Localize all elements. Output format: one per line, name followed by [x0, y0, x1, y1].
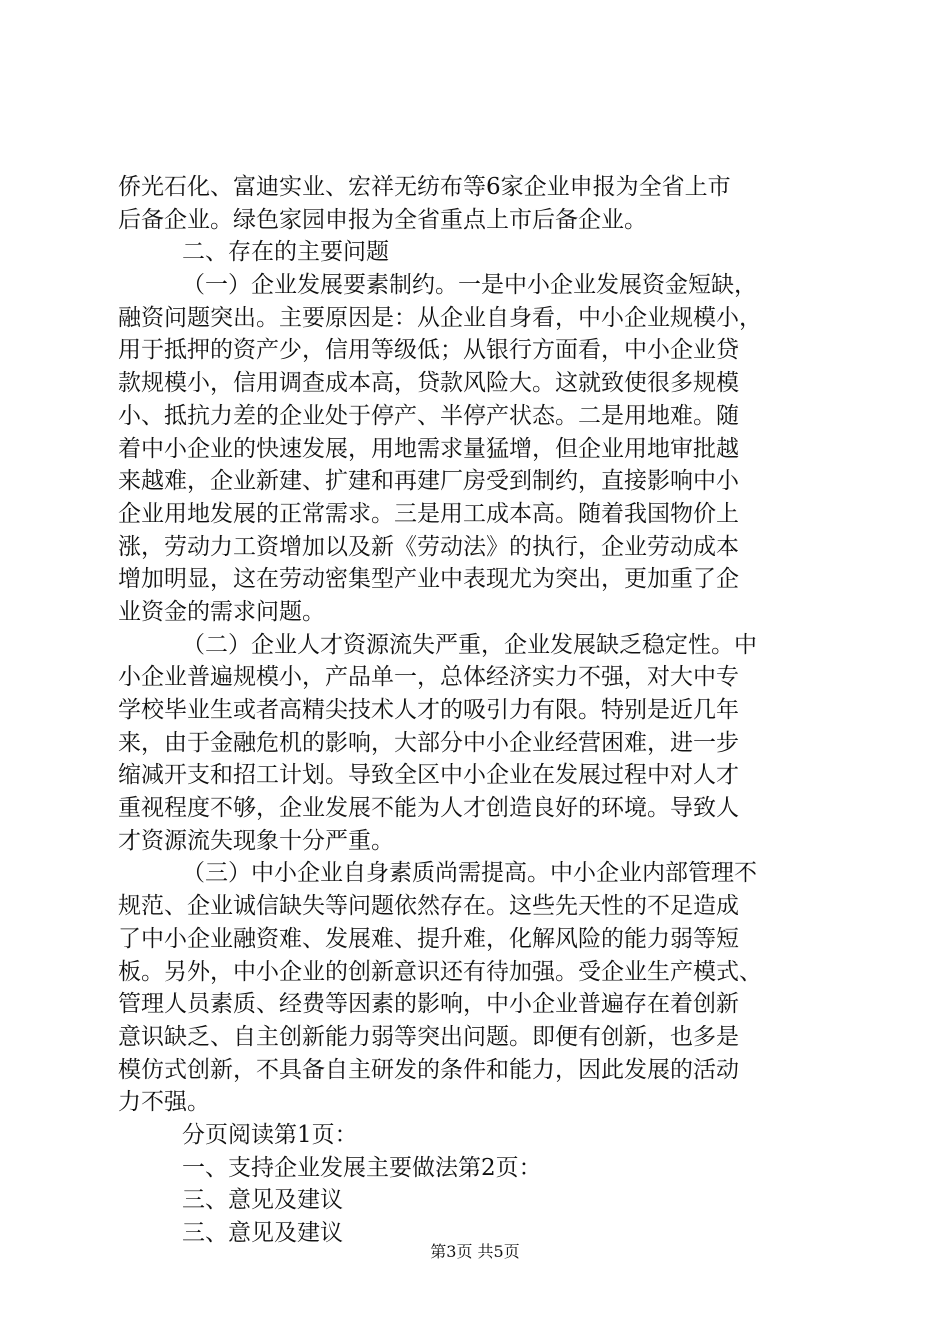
text-line: 板。另外，中小企业的创新意识还有待加强。受企业生产模式、 [118, 958, 762, 985]
text-line: 来越难，企业新建、扩建和再建厂房受到制约，直接影响中小 [118, 468, 739, 495]
text-line: 后备企业。绿色家园申报为全省重点上市后备企业。 [118, 206, 647, 233]
text-line: 二、存在的主要问题 [182, 239, 389, 266]
text-line: （三）中小企业自身素质尚需提高。中小企业内部管理不 [182, 860, 757, 887]
text-line: 模仿式创新，不具备自主研发的条件和能力，因此发展的活动 [118, 1056, 739, 1083]
text-line: 规范、企业诚信缺失等问题依然存在。这些先天性的不足造成 [118, 893, 739, 920]
text-line: 意识缺乏、自主创新能力弱等突出问题。即便有创新，也多是 [118, 1023, 739, 1050]
text-line: 管理人员素质、经费等因素的影响，中小企业普遍存在着创新 [118, 991, 739, 1018]
text-line: 才资源流失现象十分严重。 [118, 827, 394, 854]
text-line: 重视程度不够，企业发展不能为人才创造良好的环境。导致人 [118, 795, 739, 822]
text-line: 企业用地发展的正常需求。三是用工成本高。随着我国物价上 [118, 500, 739, 527]
text-line: 小企业普遍规模小，产品单一，总体经济实力不强，对大中专 [118, 664, 739, 691]
document-body [118, 171, 838, 1250]
text-line: 涨，劳动力工资增加以及新《劳动法》的执行，企业劳动成本 [118, 533, 739, 560]
text-line: 小、抵抗力差的企业处于停产、半停产状态。二是用地难。随 [118, 402, 739, 429]
text-line: 款规模小，信用调查成本高，贷款风险大。这就致使很多规模 [118, 370, 739, 397]
text-line: 用于抵押的资产少，信用等级低；从银行方面看，中小企业贷 [118, 337, 739, 364]
text-line: 缩减开支和招工计划。导致全区中小企业在发展过程中对人才 [118, 762, 739, 789]
text-line: 力不强。 [118, 1089, 210, 1116]
text-line: 了中小企业融资难、发展难、提升难，化解风险的能力弱等短 [118, 925, 739, 952]
text-line: 分页阅读第1页： [182, 1121, 358, 1148]
text-line: 融资问题突出。主要原因是：从企业自身看，中小企业规模小， [118, 304, 762, 331]
text-line: 业资金的需求问题。 [118, 598, 325, 625]
text-line: （一）企业发展要素制约。一是中小企业发展资金短缺， [182, 272, 757, 299]
text-line: 着中小企业的快速发展，用地需求量猛增，但企业用地审批越 [118, 435, 739, 462]
text-line: 三、意见及建议 [182, 1187, 343, 1214]
text-line: 增加明显，这在劳动密集型产业中表现尤为突出，更加重了企 [118, 566, 739, 593]
page-footer: 第3页 共5页 [430, 1242, 520, 1261]
text-line: 三、意见及建议 [182, 1220, 343, 1246]
text-line: 来，由于金融危机的影响，大部分中小企业经营困难，进一步 [118, 729, 739, 756]
text-line: 一、支持企业发展主要做法第2页： [182, 1154, 542, 1181]
text-line: 侨光石化、富迪实业、宏祥无纺布等6家企业申报为全省上市 [118, 174, 731, 200]
text-line: 学校毕业生或者高精尖技术人才的吸引力有限。特别是近几年 [118, 697, 739, 723]
text-line: （二）企业人才资源流失严重，企业发展缺乏稳定性。中 [182, 631, 757, 658]
